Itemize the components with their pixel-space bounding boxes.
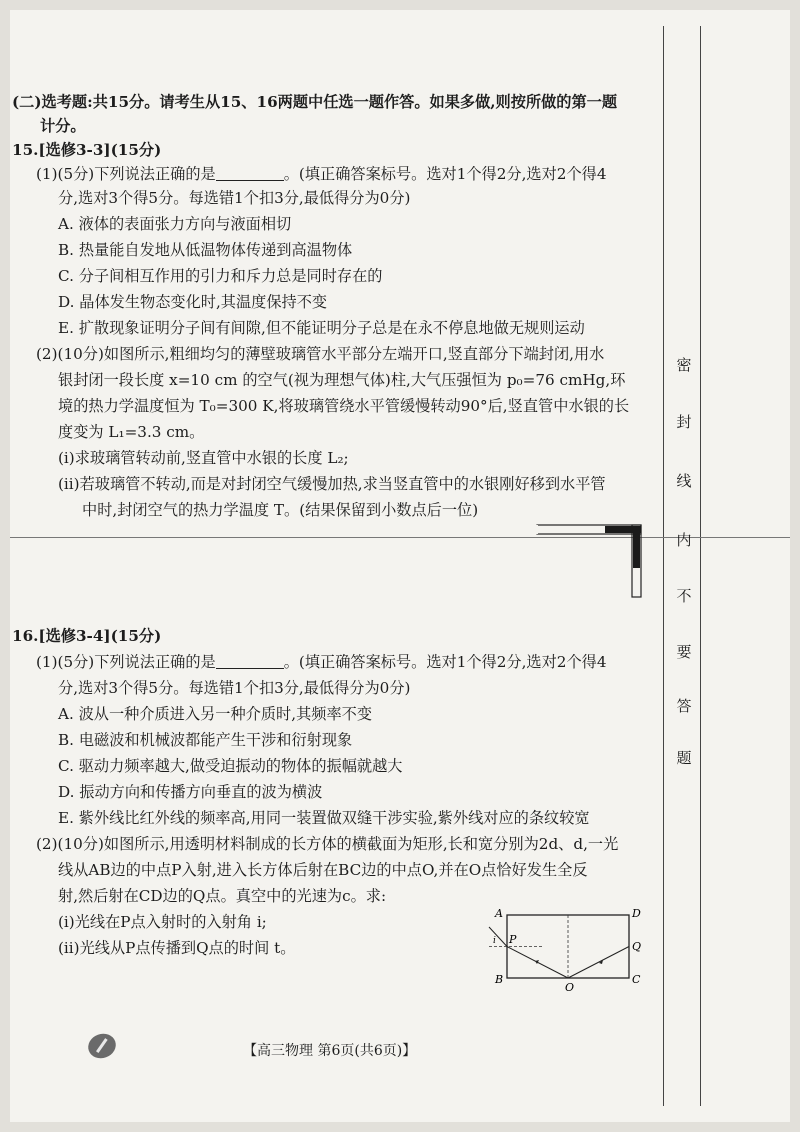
seal-char: 封: [676, 413, 692, 431]
scan-top-edge: [0, 0, 800, 6]
mercury-vertical: [633, 526, 640, 568]
label-a: A: [495, 907, 503, 920]
q16-part2-line2: 线从AB边的中点P入射,进入长方体后射在BC边的中点O,并在O点恰好发生全反: [58, 861, 588, 879]
section-header: (二)选考题:共15分。请考生从15、16两题中任选一题作答。如果多做,则按所做的第一题: [12, 93, 618, 111]
q16-option-a: A. 波从一种介质进入另一种介质时,其频率不变: [58, 705, 373, 723]
q15-option-b: B. 热量能自发地从低温物体传递到高温物体: [58, 241, 353, 259]
rectangle-optics-diagram: [475, 905, 650, 995]
q16-sub-ii: (ⅱ)光线从P点传播到Q点的时间 t。: [58, 939, 296, 957]
q16-part1: [36, 651, 607, 673]
q16-option-d: D. 振动方向和传播方向垂直的波为横波: [58, 783, 323, 801]
q16-title: 16.[选修3-4](15分): [12, 627, 162, 645]
section-header-cont: 计分。: [40, 117, 86, 135]
tube-end-left: [535, 525, 538, 534]
answer-blank: [216, 653, 284, 669]
q15-option-d: D. 晶体发生物态变化时,其温度保持不变: [58, 293, 328, 311]
q16-part1-cont: 分,选对3个得5分。每选错1个扣3分,最低得分为0分): [58, 679, 411, 697]
seal-char: 密: [676, 356, 692, 374]
q16-part1-stem: (1)(5分)下列说法正确的是: [36, 653, 216, 671]
label-c: C: [632, 973, 641, 986]
q16-part2-line1: (2)(10分)如图所示,用透明材料制成的长方体的横截面为矩形,长和宽分别为2d、d,一光: [36, 835, 619, 853]
q15-option-a: A. 液体的表面张力方向与液面相切: [58, 215, 292, 233]
label-i: i: [493, 936, 496, 946]
label-p: P: [509, 933, 517, 946]
ray-arrow-1: [535, 960, 539, 964]
q15-part2-line2: 银封闭一段长度 x=10 cm 的空气(视为理想气体)柱,大气压强恒为 p₀=76 cmHg,环: [58, 371, 626, 389]
seal-char: 线: [676, 472, 692, 490]
q15-part1-cont: 分,选对3个得5分。每选错1个扣3分,最低得分为0分): [58, 189, 411, 207]
binding-line-left: [663, 26, 664, 1106]
q15-sub-ii: (ⅱ)若玻璃管不转动,而是对封闭空气缓慢加热,求当竖直管中的水银刚好移到水平管: [58, 475, 606, 493]
q16-option-e: E. 紫外线比红外线的频率高,用同一装置做双缝干涉实验,紫外线对应的条纹较宽: [58, 809, 590, 827]
seal-char: 答: [676, 697, 692, 715]
q16-part1-instruction: 。(填正确答案标号。选对1个得2分,选对2个得4: [283, 653, 607, 671]
brand-logo-icon: [85, 1030, 120, 1062]
seal-char: 题: [676, 749, 692, 767]
seal-char: 要: [676, 643, 692, 661]
q15-part2-line1: (2)(10分)如图所示,粗细均匀的薄壁玻璃管水平部分左端开口,竖直部分下端封闭,用水: [36, 345, 605, 363]
answer-blank: [216, 165, 284, 181]
label-d: D: [632, 907, 641, 920]
label-q: Q: [632, 940, 642, 953]
q15-sub-ii-cont: 中时,封闭空气的热力学温度 T。(结果保留到小数点后一位): [82, 501, 479, 519]
seal-char: 内: [676, 531, 692, 549]
seal-char: 不: [676, 587, 692, 605]
q15-part2-line4: 度变为 L₁=3.3 cm。: [58, 423, 205, 441]
q15-part2-line3: 境的热力学温度恒为 T₀=300 K,将玻璃管绕水平管缓慢转动90°后,竖直管中水银的长: [58, 397, 630, 415]
q15-sub-i: (ⅰ)求玻璃管转动前,竖直管中水银的长度 L₂;: [58, 449, 349, 467]
q16-option-c: C. 驱动力频率越大,做受迫振动的物体的振幅就越大: [58, 757, 403, 775]
incident-ray: [489, 927, 507, 947]
q15-part1-instruction: 。(填正确答案标号。选对1个得2分,选对2个得4: [283, 165, 607, 183]
q15-option-e: E. 扩散现象证明分子间有间隙,但不能证明分子总是在永不停息地做无规则运动: [58, 319, 585, 337]
q15-part1-stem: (1)(5分)下列说法正确的是: [36, 165, 216, 183]
label-b: B: [495, 973, 504, 986]
q15-option-c: C. 分子间相互作用的引力和斥力总是同时存在的: [58, 267, 383, 285]
q16-part2-line3: 射,然后射在CD边的Q点。真空中的光速为c。求:: [58, 887, 387, 905]
label-o: O: [565, 981, 575, 994]
page-footer: 【高三物理 第6页(共6页)】: [243, 1043, 417, 1059]
glass-tube-diagram: [535, 523, 655, 603]
q16-sub-i: (ⅰ)光线在P点入射时的入射角 i;: [58, 913, 267, 931]
binding-line-right: [700, 26, 701, 1106]
q16-option-b: B. 电磁波和机械波都能产生干涉和衍射现象: [58, 731, 353, 749]
q15-part1: [36, 163, 607, 185]
reflected-ray: [568, 947, 629, 979]
q15-title: 15.[选修3-3](15分): [12, 141, 162, 159]
